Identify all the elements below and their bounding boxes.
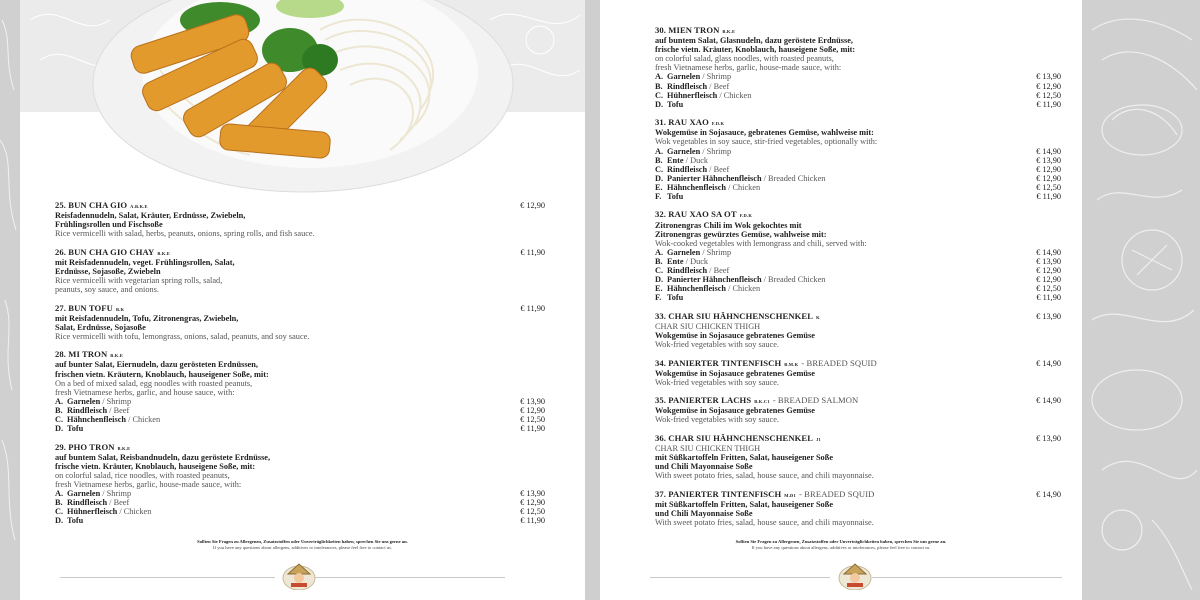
description-german: Wokgemüse in Sojasauce gebratenes Gemüse <box>655 368 815 378</box>
allergen-note <box>600 539 1082 551</box>
description-german: mit Süßkartoffeln Fritten, Salat, hauseigener Soße <box>655 499 833 509</box>
dish-title <box>655 396 858 406</box>
variant-german: Tofu <box>67 516 84 526</box>
variant-price: € 11,90 <box>1036 99 1061 109</box>
allergen-note-de: Sollten Sie Fragen zu Allergenen, Zusatzstoffen oder Unverträglichkeiten haben, sprechen Sie uns gerne an. <box>197 539 408 544</box>
variant-english: Beef <box>113 405 130 415</box>
dish-price: € 13,90 <box>1036 311 1061 321</box>
menu-item <box>55 304 545 341</box>
allergen-note <box>20 539 585 551</box>
variant-row <box>655 266 1061 275</box>
dish-title <box>655 26 735 36</box>
dish-name: 33. CHAR SIU HÄHNCHENSCHENKEL <box>655 310 814 321</box>
variant-name <box>55 406 129 415</box>
variant-german: Garnelen <box>667 146 701 156</box>
variant-german: Rindfleisch <box>667 164 708 174</box>
allergen-code: M.D1 <box>784 492 796 498</box>
menu-item-header <box>655 434 1061 444</box>
variant-separator: / <box>726 182 733 192</box>
variant-price: € 12,50 <box>520 415 545 425</box>
variant-price: € 11,90 <box>520 516 545 526</box>
dish-title <box>655 359 877 369</box>
dish-title <box>55 350 123 360</box>
variant-letter: A. <box>655 247 664 257</box>
variant-german: Tofu <box>667 99 684 109</box>
variant-letter: B. <box>655 81 663 91</box>
variant-price: € 13,90 <box>1036 256 1061 266</box>
variant-price: € 12,90 <box>1036 81 1061 91</box>
variant-separator: / <box>107 498 114 508</box>
menu-item <box>655 26 1061 109</box>
menu-page-left <box>20 0 585 600</box>
allergen-code: K <box>816 314 820 320</box>
variant-row <box>55 489 545 498</box>
menu-item-header <box>655 210 1061 220</box>
description-german: Frühlingsrollen und Fischsoße <box>55 220 163 230</box>
description-german: mit Reisfadennudeln, Tofu, Zitronengras, Zwiebeln, <box>55 313 239 323</box>
left-margin <box>0 0 20 600</box>
menu-item <box>55 443 545 526</box>
menu-item <box>55 350 545 433</box>
variant-row <box>655 248 1061 257</box>
variant-name <box>655 156 708 165</box>
variant-german: Panierter Hähnchenfleisch <box>667 275 762 285</box>
variant-separator: / <box>700 72 707 82</box>
description-german: Erdnüsse, Sojasoße, Zwiebeln <box>55 266 161 276</box>
variant-letter: D. <box>655 173 664 183</box>
divider-line <box>60 577 275 578</box>
variant-german: Ente <box>667 256 684 266</box>
dish-name: 35. PANIERTER LACHS <box>655 395 752 406</box>
variant-separator: / <box>726 284 733 294</box>
dish-name: 37. PANIERTER TINTENFISCH <box>655 488 782 499</box>
menu-item-header <box>655 312 1061 322</box>
variant-letter: A. <box>655 72 664 82</box>
variant-english: Chicken <box>732 284 761 294</box>
variant-row <box>655 72 1061 81</box>
dish-price: € 13,90 <box>1036 433 1061 443</box>
variant-german: Hühnerfleisch <box>667 90 718 100</box>
variant-name <box>655 165 729 174</box>
dish-name: 36. CHAR SIU HÄHNCHENSCHENKEL <box>655 432 814 443</box>
menu-item-header <box>655 490 1061 500</box>
variant-english: Shrimp <box>106 396 132 406</box>
variant-row <box>655 100 1061 109</box>
description-german: und Chili Mayonnaise Soße <box>655 508 753 518</box>
variant-english: Duck <box>690 155 709 165</box>
description-german: und Chili Mayonnaise Soße <box>655 462 753 472</box>
description-german: frische vietn. Kräuter, Knoblauch, hauseigene Soße, mit: <box>655 45 856 55</box>
variant-row <box>655 257 1061 266</box>
variant-letter: C. <box>655 90 664 100</box>
dish-name: 34. PANIERTER TINTENFISCH <box>655 357 782 368</box>
variant-english: Beef <box>713 266 730 276</box>
dish-title <box>655 118 724 128</box>
menu-item <box>655 434 1061 480</box>
variant-separator: / <box>100 489 107 499</box>
variant-letter: C. <box>655 164 664 174</box>
variant-row <box>55 516 545 525</box>
variant-separator: / <box>707 81 714 91</box>
variant-price: € 12,50 <box>1036 284 1061 294</box>
variant-english: Chicken <box>123 507 152 517</box>
menu-item-header <box>655 359 1061 369</box>
variant-letter: C. <box>655 266 664 276</box>
dish-title <box>55 443 130 453</box>
dish-title <box>55 201 148 211</box>
menu-item-header <box>655 396 1061 406</box>
variant-english: Shrimp <box>106 489 132 499</box>
variant-row <box>55 498 545 507</box>
variant-name <box>55 424 83 433</box>
variant-price: € 11,90 <box>1036 293 1061 303</box>
variant-row <box>655 183 1061 192</box>
description-english: Rice vermicelli with tofu, lemongrass, onions, salad, peanuts, and soy sauce. <box>55 331 310 341</box>
variant-row <box>655 165 1061 174</box>
dish-title <box>655 434 821 444</box>
menu-item-header <box>55 304 545 314</box>
variant-row <box>55 507 545 516</box>
variant-german: Hähnchenfleisch <box>67 415 127 425</box>
variant-german: Garnelen <box>667 72 701 82</box>
variant-row <box>655 293 1061 302</box>
variant-letter: D. <box>55 424 64 434</box>
dish-price: € 11,90 <box>520 303 545 313</box>
menu-page-right <box>600 0 1082 600</box>
variant-name <box>655 248 731 257</box>
dish-title <box>655 312 820 322</box>
variant-price: € 12,50 <box>1036 182 1061 192</box>
variant-letter: D. <box>55 516 64 526</box>
variant-german: Garnelen <box>67 489 101 499</box>
menu-item <box>55 248 545 294</box>
description-german: Zitronengras Chili im Wok gekochtes mit <box>655 220 802 230</box>
variant-name <box>655 82 729 91</box>
variant-row <box>55 424 545 433</box>
variant-english: Duck <box>690 256 709 266</box>
allergen-note-en: If you have any questions about allergens, additives or intolerances, please feel free to contact us. <box>751 545 931 550</box>
description-english: fresh Vietnamese herbs, garlic, house-made sauce, with: <box>55 480 242 489</box>
variant-english: Chicken <box>132 415 161 425</box>
description-german: frische vietn. Kräuter, Knoblauch, hauseigene Soße, mit: <box>55 461 256 471</box>
variant-letter: E. <box>655 182 663 192</box>
description-english: peanuts, soy sauce, and onions. <box>55 285 159 295</box>
variant-price: € 12,50 <box>520 507 545 517</box>
description-english: Wok-cooked vegetables with lemongrass and chili, served with: <box>655 238 867 248</box>
chef-hat-logo-icon <box>282 562 316 590</box>
menu-item-header <box>55 248 545 258</box>
divider-line <box>872 577 1062 578</box>
menu-item <box>655 312 1061 349</box>
menu-item <box>655 118 1061 201</box>
variant-price: € 11,90 <box>1036 191 1061 201</box>
variant-separator: / <box>761 275 769 285</box>
variant-english: Beef <box>713 81 730 91</box>
description-german: auf buntem Salat, Glasnudeln, dazu geröstete Erdnüsse, <box>655 36 853 46</box>
menu-item <box>655 490 1061 527</box>
variant-english: Chicken <box>732 182 761 192</box>
variant-separator: / <box>100 396 107 406</box>
dish-name-english: - BREADED SQUID <box>798 488 875 499</box>
divider-line <box>650 577 830 578</box>
variant-german: Rindfleisch <box>67 405 108 415</box>
description-english: fresh Vietnamese herbs, garlic, house-made sauce, with: <box>655 63 842 73</box>
variant-name <box>55 507 151 516</box>
variant-row <box>655 91 1061 100</box>
description-english: Wok vegetables in soy sauce, stir-fried vegetables, optionally with: <box>655 137 878 147</box>
description-german: Reisfadennudeln, Salat, Kräuter, Erdnüsse, Zwiebeln, <box>55 211 246 221</box>
variant-letter: B. <box>655 155 663 165</box>
allergen-note-de: Sollten Sie Fragen zu Allergenen, Zusatzstoffen oder Unverträglichkeiten haben, sprechen Sie uns gerne an. <box>735 539 947 544</box>
variant-separator: / <box>126 415 133 425</box>
menu-item-header <box>655 118 1061 128</box>
variant-price: € 11,90 <box>520 424 545 434</box>
dish-title <box>55 248 170 258</box>
dish-name-english: - BREADED SALMON <box>772 395 859 406</box>
variant-name <box>655 293 683 302</box>
variant-german: Panierter Hähnchenfleisch <box>667 173 762 183</box>
variant-name <box>655 91 751 100</box>
dish-name-english: CHAR SIU CHICKEN THIGH <box>655 321 761 331</box>
description-english: on colorful salad, glass noodles, with roasted peanuts, <box>655 54 834 64</box>
vegetable-sketch-icon <box>1082 0 1200 600</box>
variant-separator: / <box>707 164 714 174</box>
center-gutter <box>585 0 600 600</box>
variant-english: Chicken <box>723 90 752 100</box>
variant-english: Breaded Chicken <box>768 173 826 183</box>
allergen-code: F.D.K <box>711 121 725 127</box>
variant-letter: F. <box>655 293 662 303</box>
description-german: auf bunter Salat, Eiernudeln, dazu gerösteten Erdnüssen, <box>55 360 258 370</box>
allergen-code: B.K.E <box>157 250 171 256</box>
variant-separator: / <box>700 247 707 257</box>
variant-name <box>55 498 129 507</box>
description-german: Wokgemüse in Sojasauce gebratenes Gemüse <box>655 330 815 340</box>
dish-name: 30. MIEN TRON <box>655 25 720 35</box>
description-english: On a bed of mixed salad, egg noodles with roasted peanuts, <box>55 378 253 388</box>
description-german: auf buntem Salat, Reisbandnudeln, dazu geröstete Erdnüsse, <box>55 452 271 462</box>
sketch-decoration-icon <box>0 0 20 600</box>
description-german: Wokgemüse in Sojasauce, gebratenes Gemüse, wahlweise mit: <box>655 128 874 138</box>
dish-name-english: - BREADED SQUID <box>801 357 877 368</box>
variant-name <box>655 275 825 284</box>
variant-separator: / <box>117 507 124 517</box>
variant-name <box>655 257 708 266</box>
variant-name <box>655 266 729 275</box>
description-english: Wok-fried vegetables with soy sauce. <box>655 377 779 387</box>
variant-german: Hähnchenfleisch <box>667 182 727 192</box>
description-english: Rice vermicelli with vegetarian spring rolls, salad, <box>55 276 223 286</box>
allergen-code: B.K.E <box>117 445 131 451</box>
variant-letter: E. <box>655 284 663 294</box>
description-german: mit Süßkartoffeln Fritten, Salat, hauseigener Soße <box>655 453 833 463</box>
variant-german: Garnelen <box>67 396 101 406</box>
allergen-code: B.K <box>115 306 125 312</box>
variant-price: € 14,90 <box>1036 146 1061 156</box>
variant-separator: / <box>761 173 769 183</box>
variant-german: Tofu <box>667 293 684 303</box>
description-german: Wokgemüse in Sojasauce gebratenes Gemüse <box>655 406 815 416</box>
dish-name: 29. PHO TRON <box>55 441 115 452</box>
dish-title <box>655 210 752 220</box>
variant-price: € 12,90 <box>1036 164 1061 174</box>
variant-price: € 13,90 <box>1036 155 1061 165</box>
allergen-note-en: If you have any questions about allergens, additives or intolerances, please feel free to contact us. <box>212 545 392 550</box>
variant-name <box>55 516 83 525</box>
dish-title <box>655 490 874 500</box>
dish-name: 26. BUN CHA GIO CHAY <box>55 246 155 257</box>
variant-price: € 12,90 <box>1036 266 1061 276</box>
variant-letter: F. <box>655 191 662 201</box>
dish-price: € 14,90 <box>1036 489 1061 499</box>
description-german: mit Reisfadennudeln, veget. Frühlingsrollen, Salat, <box>55 257 235 267</box>
variant-letter: C. <box>55 507 64 517</box>
variant-name <box>655 183 760 192</box>
variant-letter: B. <box>55 405 63 415</box>
divider-line <box>315 577 505 578</box>
variant-german: Garnelen <box>667 247 701 257</box>
variant-letter: A. <box>55 489 64 499</box>
allergen-code: B.K.C1 <box>754 399 770 405</box>
variant-name <box>55 415 160 424</box>
variant-price: € 12,90 <box>520 405 545 415</box>
dish-title <box>55 304 124 314</box>
variant-row <box>655 174 1061 183</box>
variant-german: Rindfleisch <box>67 498 108 508</box>
variant-german: Ente <box>667 155 684 165</box>
variant-letter: D. <box>655 275 664 285</box>
menu-item-header <box>55 201 545 211</box>
variant-letter: C. <box>55 415 64 425</box>
dish-name: 31. RAU XAO <box>655 117 709 128</box>
description-english: on colorful salad, rice noodles, with roasted peanuts, <box>55 470 230 480</box>
variant-row <box>55 415 545 424</box>
menu-list-right <box>655 26 1061 537</box>
variant-german: Hühnerfleisch <box>67 507 118 517</box>
noodle-bowl-icon <box>20 0 585 200</box>
dish-name: 27. BUN TOFU <box>55 302 113 313</box>
menu-item <box>655 210 1061 302</box>
variant-row <box>655 275 1061 284</box>
dish-price: € 12,90 <box>520 201 545 210</box>
variant-price: € 12,90 <box>1036 275 1061 285</box>
description-english: Wok-fried vegetables with soy sauce. <box>655 415 779 425</box>
variant-german: Rindfleisch <box>667 266 708 276</box>
variant-english: Shrimp <box>706 247 732 257</box>
allergen-code: A.B.K.E <box>130 204 148 209</box>
menu-list-left <box>55 201 545 535</box>
variant-letter: B. <box>55 498 63 508</box>
variant-name <box>655 72 731 81</box>
variant-separator: / <box>717 90 724 100</box>
description-english: Rice vermicelli with salad, herbs, peanuts, onions, spring rolls, and fish sauce. <box>55 229 315 239</box>
dish-name: 32. RAU XAO SA OT <box>655 209 737 220</box>
variant-letter: D. <box>655 99 664 109</box>
chef-hat-logo-icon <box>838 562 872 590</box>
variant-name <box>655 284 760 293</box>
variant-price: € 14,90 <box>1036 247 1061 257</box>
right-margin <box>1082 0 1200 600</box>
variant-separator: / <box>683 256 691 266</box>
allergen-code: B.K.E <box>110 353 124 359</box>
dish-name-english: CHAR SIU CHICKEN THIGH <box>655 444 761 453</box>
variant-name <box>655 100 683 109</box>
variant-english: Shrimp <box>706 72 732 82</box>
allergen-code: F.D.K <box>739 213 753 219</box>
allergen-code: J1 <box>816 436 821 442</box>
variant-row <box>655 192 1061 201</box>
variant-german: Tofu <box>67 424 84 434</box>
variant-letter: A. <box>55 396 64 406</box>
dish-name: 28. MI TRON <box>55 349 108 360</box>
dish-price: € 11,90 <box>520 247 545 257</box>
variant-english: Beef <box>713 164 730 174</box>
variant-name <box>55 397 131 406</box>
description-english: fresh Vietnamese herbs, garlic, and house sauce, with: <box>55 387 235 397</box>
description-german: frischen vietn. Kräutern, Knoblauch, hauseigener Soße, mit: <box>55 369 269 379</box>
variant-name <box>655 192 683 201</box>
variant-row <box>655 284 1061 293</box>
variant-name <box>55 489 131 498</box>
variant-row <box>655 156 1061 165</box>
variant-separator: / <box>107 405 114 415</box>
variant-separator: / <box>700 146 707 156</box>
variant-name <box>655 147 731 156</box>
variant-price: € 13,90 <box>1036 72 1061 82</box>
variant-separator: / <box>707 266 714 276</box>
variant-price: € 12,50 <box>1036 90 1061 100</box>
variant-separator: / <box>683 155 691 165</box>
menu-item-header <box>55 350 545 360</box>
variant-price: € 12,90 <box>520 498 545 508</box>
variant-german: Rindfleisch <box>667 81 708 91</box>
menu-item <box>655 396 1061 424</box>
dish-name: 25. BUN CHA GIO <box>55 200 128 210</box>
description-english: Wok-fried vegetables with soy sauce. <box>655 340 779 350</box>
variant-row <box>655 82 1061 91</box>
description-english: With sweet potato fries, salad, house sauce, and chili mayonnaise. <box>655 518 874 528</box>
description-german: Zitronengras gewürztes Gemüse, wahlweise mit: <box>655 229 827 239</box>
variant-price: € 13,90 <box>520 489 545 499</box>
variant-english: Beef <box>113 498 130 508</box>
dish-price: € 14,90 <box>1036 358 1061 368</box>
variant-row <box>55 397 545 406</box>
menu-item-header <box>655 26 1061 36</box>
allergen-code: B.K.E <box>722 29 736 34</box>
variant-german: Tofu <box>667 191 684 201</box>
description-english: With sweet potato fries, salad, house sauce, and chili mayonnaise. <box>655 471 874 481</box>
description-german: Salat, Erdnüsse, Sojasoße <box>55 322 146 332</box>
variant-price: € 12,90 <box>1036 173 1061 183</box>
menu-item-header <box>55 443 545 453</box>
menu-item <box>655 359 1061 387</box>
variant-row <box>655 147 1061 156</box>
menu-item <box>55 201 545 238</box>
variant-english: Breaded Chicken <box>768 275 826 285</box>
variant-letter: A. <box>655 146 664 156</box>
variant-german: Hähnchenfleisch <box>667 284 727 294</box>
variant-letter: B. <box>655 256 663 266</box>
variant-price: € 13,90 <box>520 396 545 406</box>
allergen-code: B.M.K <box>784 361 799 367</box>
variant-english: Shrimp <box>706 146 732 156</box>
dish-price: € 14,90 <box>1036 396 1061 406</box>
variant-name <box>655 174 825 183</box>
variant-row <box>55 406 545 415</box>
